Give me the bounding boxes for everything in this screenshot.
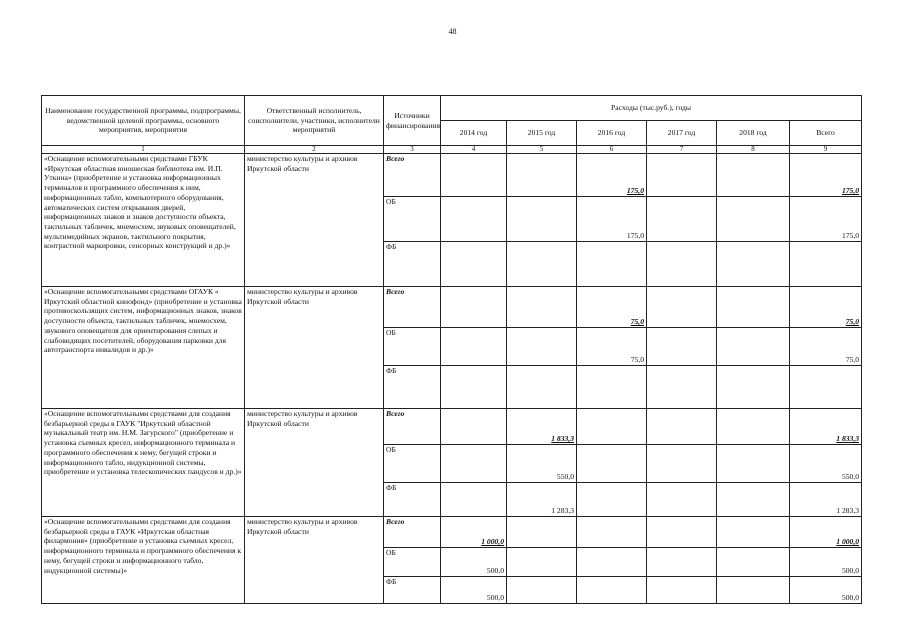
table-row bbox=[42, 517, 862, 548]
header-sources: Источники финансирования bbox=[384, 96, 441, 146]
value-cell bbox=[441, 197, 507, 242]
value-cell bbox=[441, 445, 507, 483]
value-cell bbox=[647, 154, 717, 197]
value-cell-total: 550,0 bbox=[790, 445, 862, 483]
value-cell bbox=[647, 445, 717, 483]
page-number: 48 bbox=[448, 27, 457, 36]
header-name: Наименование государственной программы, подпрограммы, ведомственной целевой программы, основного мероприятия, мероприятия bbox=[42, 96, 245, 146]
source-ob: ОБ bbox=[384, 328, 441, 366]
value-cell: 75,0 bbox=[577, 328, 647, 366]
header-expenses: Расходы (тыс.руб.), годы bbox=[441, 96, 862, 121]
value-cell bbox=[717, 366, 790, 409]
value-cell bbox=[577, 242, 647, 287]
value-cell bbox=[507, 287, 577, 328]
value-cell bbox=[717, 445, 790, 483]
header-row bbox=[42, 96, 862, 121]
value-cell-total: 1 833,3 bbox=[790, 409, 862, 445]
value-cell bbox=[577, 445, 647, 483]
value-cell bbox=[647, 197, 717, 242]
source-fb: ФБ bbox=[384, 483, 441, 517]
header-year: 2015 год bbox=[507, 121, 577, 146]
header-year: 2017 год bbox=[647, 121, 717, 146]
value-cell bbox=[647, 409, 717, 445]
value-cell bbox=[647, 577, 717, 604]
value-cell bbox=[507, 242, 577, 287]
value-cell-total: 175,0 bbox=[790, 154, 862, 197]
value-cell-total: 175,0 bbox=[790, 197, 862, 242]
value-cell bbox=[577, 517, 647, 548]
value-cell bbox=[717, 548, 790, 577]
funding-table bbox=[41, 95, 862, 604]
value-cell-total: 500,0 bbox=[790, 548, 862, 577]
value-cell bbox=[717, 197, 790, 242]
event-name: «Оснащение вспомогательными средствами ГБУК «Иркутская областная юношеская библиотека им. И.П. Уткина» (приобретение и установка информационных терминалов и программного обеспечения к ним, информационных табло, компьютерного оборудования, автоматических систем открывания дверей, информационных знаков и знаков доступности объекта, тактильных табличек, мнемосхем, звуковых оповещателей, мультимедийных экранов, тактильного покрытия, контрастной маркировки, сенсорных конструкций и др.)» bbox=[42, 154, 245, 287]
value-cell bbox=[717, 287, 790, 328]
table-row bbox=[42, 154, 862, 197]
value-cell bbox=[717, 409, 790, 445]
table-row bbox=[42, 287, 862, 328]
header-responsible: Ответственный исполнитель, соисполнители, участники, исполнители мероприятий bbox=[245, 96, 384, 146]
column-number-row bbox=[42, 146, 862, 154]
column-number: 9 bbox=[790, 146, 862, 154]
source-ob: ОБ bbox=[384, 445, 441, 483]
value-cell bbox=[647, 287, 717, 328]
value-cell bbox=[717, 483, 790, 517]
source-ob: ОБ bbox=[384, 197, 441, 242]
value-cell bbox=[577, 548, 647, 577]
value-cell bbox=[647, 366, 717, 409]
value-cell bbox=[507, 548, 577, 577]
value-cell-total bbox=[790, 242, 862, 287]
value-cell: 1 283,3 bbox=[507, 483, 577, 517]
value-cell bbox=[717, 328, 790, 366]
value-cell bbox=[647, 483, 717, 517]
value-cell bbox=[507, 366, 577, 409]
header-year: 2016 год bbox=[577, 121, 647, 146]
value-cell: 1 833,3 bbox=[507, 409, 577, 445]
value-cell bbox=[577, 409, 647, 445]
value-cell: 175,0 bbox=[577, 154, 647, 197]
value-cell: 75,0 bbox=[577, 287, 647, 328]
column-number: 6 bbox=[577, 146, 647, 154]
value-cell bbox=[577, 577, 647, 604]
value-cell: 550,0 bbox=[507, 445, 577, 483]
value-cell-total bbox=[790, 366, 862, 409]
event-responsible: министерство культуры и архивов Иркутской области bbox=[245, 517, 384, 604]
value-cell bbox=[441, 366, 507, 409]
event-name: «Оснащение вспомогательными средствами для создания безбарьерной среды в ГАУК "Иркутский областной музыкальный театр им. Н.М. Загурского" (приобретение и установка съемных кресел, информационного терминала и программного обеспечения к нему, бегущей строки и информационного табло, индукционной системы, приобретение и установка телескопических пандусов и др.)» bbox=[42, 409, 245, 517]
source-fb: ФБ bbox=[384, 577, 441, 604]
column-number: 1 bbox=[42, 146, 245, 154]
value-cell bbox=[507, 154, 577, 197]
column-number: 5 bbox=[507, 146, 577, 154]
event-responsible: министерство культуры и архивов Иркутской области bbox=[245, 154, 384, 287]
column-number: 2 bbox=[245, 146, 384, 154]
value-cell-total: 75,0 bbox=[790, 328, 862, 366]
header-year-total: Всего bbox=[790, 121, 862, 146]
source-total: Всего bbox=[384, 409, 441, 445]
value-cell bbox=[717, 154, 790, 197]
value-cell bbox=[647, 242, 717, 287]
source-total: Всего bbox=[384, 154, 441, 197]
value-cell-total: 1 283,3 bbox=[790, 483, 862, 517]
column-number: 3 bbox=[384, 146, 441, 154]
header-year: 2018 год bbox=[717, 121, 790, 146]
table-row bbox=[42, 409, 862, 445]
value-cell bbox=[507, 197, 577, 242]
value-cell bbox=[441, 242, 507, 287]
value-cell bbox=[717, 517, 790, 548]
event-name: «Оснащение вспомогательными средствами ОГАУК « Иркутский областной кинофонд» (приобретение и установка противоскользящих систем, информационных знаков, знаков доступности объекта, тактильных табличек, мнемосхем, звукового оповещателя для ориентирования слепых и слабовидящих посетителей, оборудования парковки для автотранспорта инвалидов и др.)» bbox=[42, 287, 245, 409]
value-cell bbox=[717, 242, 790, 287]
value-cell: 500,0 bbox=[441, 577, 507, 604]
value-cell-total: 75,0 bbox=[790, 287, 862, 328]
source-total: Всего bbox=[384, 517, 441, 548]
event-responsible: министерство культуры и архивов Иркутской области bbox=[245, 409, 384, 517]
value-cell: 175,0 bbox=[577, 197, 647, 242]
value-cell-total: 500,0 bbox=[790, 577, 862, 604]
column-number: 4 bbox=[441, 146, 507, 154]
value-cell: 1 000,0 bbox=[441, 517, 507, 548]
value-cell bbox=[507, 328, 577, 366]
value-cell bbox=[441, 328, 507, 366]
source-total: Всего bbox=[384, 287, 441, 328]
value-cell bbox=[647, 548, 717, 577]
value-cell bbox=[647, 517, 717, 548]
value-cell-total: 1 000,0 bbox=[790, 517, 862, 548]
value-cell bbox=[507, 577, 577, 604]
value-cell bbox=[507, 517, 577, 548]
value-cell bbox=[577, 366, 647, 409]
event-name: «Оснащение вспомогательными средствами для создания безбарьерной среды в ГАУК «Иркутская областная филармония» (приобретение и установка съемных кресел, информационного терминала и программного обеспечения к нему, бегущей строки и информационного табло, индукционной системы)» bbox=[42, 517, 245, 604]
value-cell bbox=[441, 154, 507, 197]
header-year: 2014 год bbox=[441, 121, 507, 146]
value-cell bbox=[441, 287, 507, 328]
event-responsible: министерство культуры и архивов Иркутской области bbox=[245, 287, 384, 409]
value-cell: 500,0 bbox=[441, 548, 507, 577]
value-cell bbox=[441, 483, 507, 517]
value-cell bbox=[647, 328, 717, 366]
column-number: 7 bbox=[647, 146, 717, 154]
value-cell bbox=[441, 409, 507, 445]
source-ob: ОБ bbox=[384, 548, 441, 577]
source-fb: ФБ bbox=[384, 366, 441, 409]
column-number: 8 bbox=[717, 146, 790, 154]
value-cell bbox=[577, 483, 647, 517]
source-fb: ФБ bbox=[384, 242, 441, 287]
value-cell bbox=[717, 577, 790, 604]
